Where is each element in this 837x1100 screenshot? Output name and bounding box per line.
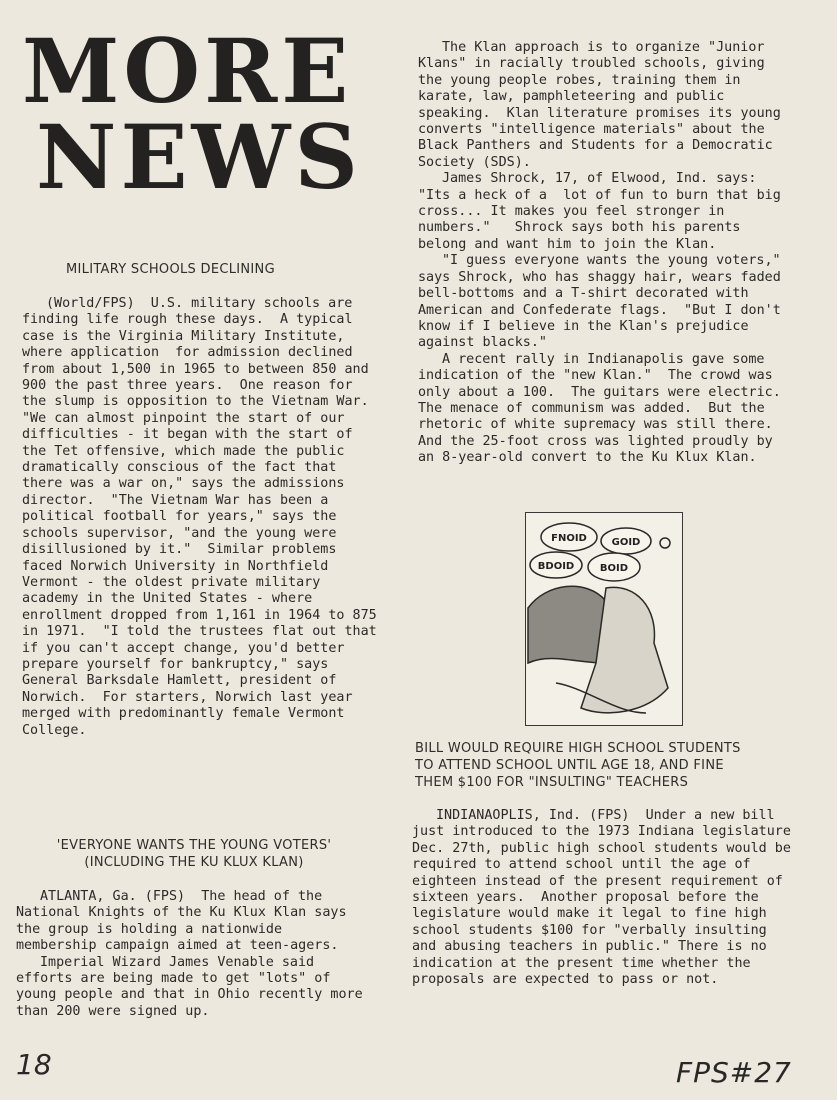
- klan-body-left: [16, 889, 371, 1020]
- bill-paragraph: INDIANAOPLIS, Ind. (FPS) Under a new bill just introduced to the 1973 Indiana legislature Dec. 27th, public high school students would be required to attend school until the age of eighteen instead of the present requirement of sixteen years. Another proposal before the legislature would make it legal to fine high school students $100 for "verbally insulting and abusing teachers in public." There is no indication at the present time whether the proposals are expected to pass or not.: [412, 808, 799, 988]
- bill-headline: [415, 740, 741, 791]
- klan-headline-line2: (INCLUDING THE KU KLUX KLAN): [84, 855, 304, 870]
- issue-number: FPS#27: [676, 1056, 792, 1089]
- bubble-text: BOID: [599, 563, 629, 574]
- klan-body-right: [418, 40, 796, 467]
- crowd-shape: [528, 586, 606, 663]
- klan-paragraph: James Shrock, 17, of Elwood, Ind. says: "Its a heck of a lot of fun to burn that big cross... It makes you feel stronger in numbers." Shrock says both his parents belong and want him to join the Klan.: [418, 171, 789, 252]
- bubble-text: FNOID: [551, 533, 587, 544]
- masthead-news: NEWS: [36, 105, 362, 209]
- military-body: [22, 296, 385, 739]
- klan-paragraph: Imperial Wizard James Venable said efforts are being made to get "lots" of young people and that in Ohio recently more than 200 were signed up.: [16, 954, 371, 1019]
- bill-headline-line: TO ATTEND SCHOOL UNTIL AGE 18, AND FINE: [415, 758, 724, 773]
- military-headline: MILITARY SCHOOLS DECLINING: [66, 262, 275, 277]
- bill-body: [412, 808, 799, 988]
- klan-headline-line1: 'EVERYONE WANTS THE YOUNG VOTERS': [56, 838, 332, 853]
- klan-paragraph: A recent rally in Indianapolis gave some indication of the "new Klan." The crowd was only about a 100. The guitars were electric. The menace of communism was added. But the rhetoric of white supremacy was still there. And the 25-foot cross was lighted proudly by an 8-year-old convert to the Ku Klux Klan.: [418, 351, 797, 466]
- klan-paragraph: "I guess everyone wants the young voters," says Shrock, who has shaggy hair, wears faded bell-bottoms and a T-shirt decorated with American and Confederate flags. "But I don't know if I believe in the Klan's prejudice against blacks.": [418, 253, 789, 351]
- klan-paragraph: ATLANTA, Ga. (FPS) The head of the National Knights of the Ku Klux Klan says the group is holding a nationwide membership campaign aimed at teen-agers.: [16, 889, 355, 954]
- bubble-text: BDOID: [537, 561, 575, 572]
- bill-headline-line: THEM $100 FOR "INSULTING" TEACHERS: [415, 775, 689, 790]
- klan-headline: [20, 837, 368, 871]
- masthead: [22, 19, 362, 209]
- klan-paragraph: The Klan approach is to organize "Junior Klans" in racially troubled schools, giving the young people robes, training them in karate, law, pamphleteering and public speaking. Klan literature promises its young converts "intelligence materials" about the Black Panthers and Students for a Democratic Society (SDS).: [418, 40, 789, 170]
- masthead-more: MORE: [22, 19, 353, 123]
- bubble-text: GOID: [611, 537, 641, 548]
- page-number: 18: [16, 1048, 52, 1081]
- military-paragraph: (World/FPS) U.S. military schools are finding life rough these days. A typical case is the Virginia Military Institute, where application for admission declined from about 1,500 in 1965 to between 850 and 900 the past three years. One reason for the slump is opposition to the Vietnam War. "We can almost pinpoint the start of our difficulties - it began with the start of the Tet offensive, which made the public dramatically conscious of the fact that there was a war on," says the admissions director. "The Vietnam War has been a political football for years," says the schools supervisor, "and the young were disillusioned by it." Similar problems faced Norwich University in Northfield Vermont - the oldest private military academy in the United States - where enrollment dropped from 1,161 in 1964 to 875 in 1971. "I told the trustees flat out that if you can't accept change, you'd better prepare yourself for bankruptcy," says General Barksdale Hamlett, president of Norwich. For starters, Norwich last year merged with predominantly female Vermont College.: [22, 296, 385, 738]
- bill-headline-line: BILL WOULD REQUIRE HIGH SCHOOL STUDENTS: [415, 741, 741, 756]
- sun-icon: [660, 538, 670, 548]
- cartoon-illustration: [525, 512, 683, 726]
- cartoon-drawing: [526, 513, 682, 725]
